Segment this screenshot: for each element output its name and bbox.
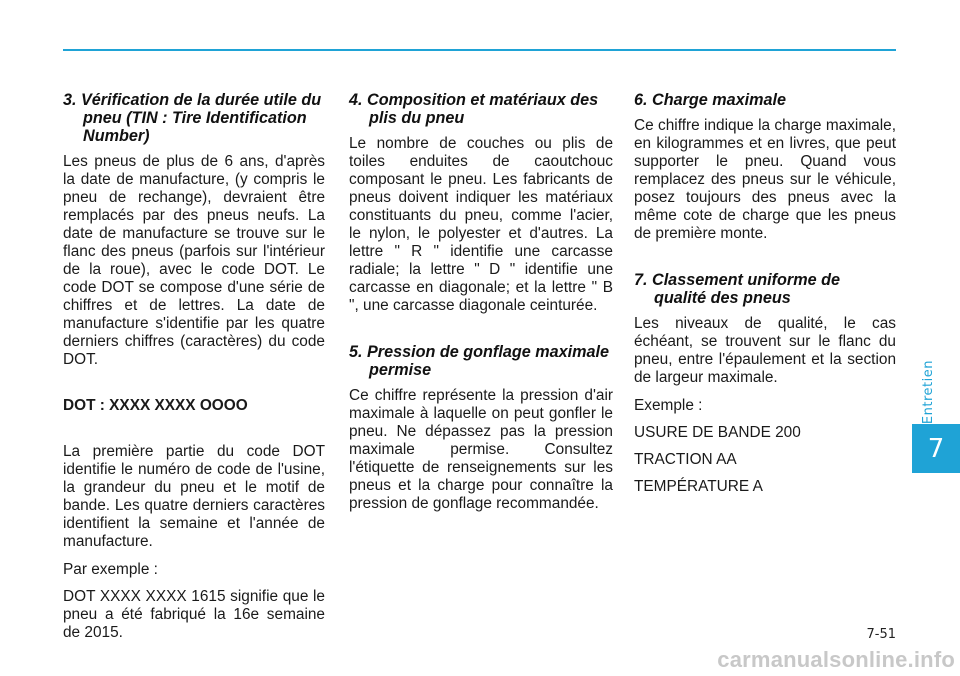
paragraph-max-pressure: Ce chiffre représente la pression d'air maximale à laquelle on peut gonfler le pneu. Ne dépassez pas la pression maximale permise. Consultez l'étiquette de renseignements sur les pneus et la charge pour connaître la pression de gonflage recommandée. xyxy=(349,387,613,512)
paragraph-quality-grading: Les niveaux de qualité, le cas échéant, se trouvent sur le flanc du pneu, entre l'épaulement et la section de largeur maximale. xyxy=(634,315,896,386)
dot-code-format: DOT : XXXX XXXX OOOO xyxy=(63,397,248,414)
column-3 xyxy=(634,91,896,505)
paragraph-dot-example: DOT XXXX XXXX 1615 signifie que le pneu a été fabriqué la 16e semaine de 2015. xyxy=(63,588,325,641)
section-heading-max-pressure: 5. Pression de gonflage maximale permise xyxy=(349,343,609,379)
paragraph-tire-age: Les pneus de plus de 6 ans, d'après la date de manufacture, (y compris le pneu de rechange), devraient être remplacés par des pneus neufs. La date de manufacture se trouve sur le flanc des pneus (parfois sur l'intérieur de la roue), avec le code DOT. Le code DOT se compose d'une série de chiffres et de lettres. La date de manufacture s'identifie par les quatre derniers chiffres (caractères) du code DOT. xyxy=(63,153,325,368)
column-2 xyxy=(349,91,613,523)
chapter-side-label: Entretien xyxy=(921,360,936,425)
paragraph-example-label: Exemple : xyxy=(634,397,703,414)
paragraph-ply-composition: Le nombre de couches ou plis de toiles enduites de caoutchouc composant le pneu. Les fabricants de pneus doivent indiquer les matériaux constituants du pneu, comme l'acier, le nylon, le polyester et d'autres. La lettre " R " identifie une carcasse radiale; la lettre " D " identifie une carcasse en diagonale; et la lettre " B ", une carcasse diagonale ceinturée. xyxy=(349,135,613,314)
chapter-number-tab xyxy=(912,424,960,473)
grade-traction: TRACTION AA xyxy=(634,451,737,468)
watermark-logo: carmanualsonline.info xyxy=(717,647,955,672)
section-heading-ply-composition: 4. Composition et matériaux des plis du pneu xyxy=(349,91,599,127)
column-1 xyxy=(63,91,325,652)
section-heading-tin: 3. Vérification de la durée utile du pneu (TIN : Tire Identification Number) xyxy=(63,91,322,145)
paragraph-example-label: Par exemple : xyxy=(63,561,158,578)
header-rule xyxy=(63,49,896,51)
paragraph-max-load: Ce chiffre indique la charge maximale, en kilogrammes et en livres, que peut supporter le pneu. Quand vous remplacez des pneus sur le véhicule, posez toujours des pneus avec la même cote de charge que les pneus de première monte. xyxy=(634,117,896,242)
grade-temperature: TEMPÉRATURE A xyxy=(634,478,763,495)
paragraph-dot-explanation: La première partie du code DOT identifie le numéro de code de l'usine, la grandeur du pneu et le motif de bande. Les quatre derniers caractères identifient la semaine et l'année de manufacture. xyxy=(63,443,325,550)
section-heading-max-load: 6. Charge maximale xyxy=(634,91,787,109)
page-number: 7-51 xyxy=(866,627,896,642)
section-heading-quality-grading: 7. Classement uniforme de qualité des pneus xyxy=(634,271,841,307)
chapter-number: 7 xyxy=(927,433,945,464)
grade-treadwear: USURE DE BANDE 200 xyxy=(634,424,801,441)
